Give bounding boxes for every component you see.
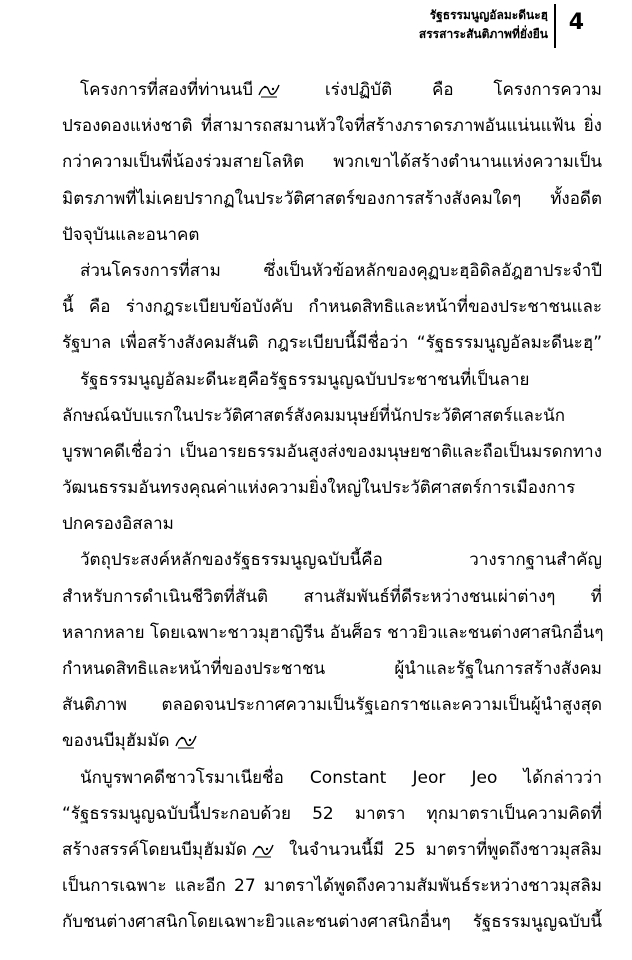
- text-line: [62, 687, 602, 723]
- text-line: [62, 868, 602, 904]
- text-line: [62, 217, 602, 253]
- text-line: [62, 398, 602, 434]
- salawat-calligraphy-icon: [257, 76, 281, 112]
- line-text: ลักษณ์ฉบับแรกในประวัติศาสตร์สังคมมนุษย์ที่นักประวัติศาสตร์และนัก: [62, 405, 565, 426]
- body-text: [62, 72, 602, 941]
- line-text: โครงการที่สองที่ท่านนบี: [80, 80, 253, 100]
- line-text: หลากหลาย โดยเฉพาะชาวมุฮาญิรีน อันศ็อร ชาวยิวและชนต่างศาสนิกอื่นๆ: [62, 622, 604, 643]
- line-text: รัฐบาล เพื่อสร้างสังคมสันติ กฎระเบียบนี้มีชื่อว่า “รัฐธรรมนูญอัลมะดีนะฮฺ”: [62, 333, 602, 354]
- line-text: สำหรับการดำเนินชีวิตที่สันติ สานสัมพันธ์ที่ดีระหว่างชนเผ่าต่างๆ ที่: [62, 586, 602, 607]
- line-text: รัฐธรรมนูญอัลมะดีนะฮฺคือรัฐธรรมนูญฉบับประชาชนที่เป็นลาย: [80, 369, 530, 390]
- text-line: [62, 434, 602, 470]
- text-line: [62, 506, 602, 542]
- line-text: วัตถุประสงค์หลักของรัฐธรรมนูญฉบับนี้คือ วางรากฐานสำคัญ: [80, 550, 602, 571]
- line-text: “รัฐธรรมนูญฉบับนี้ประกอบด้วย 52 มาตรา ทุกมาตราเป็นความคิดที่: [62, 803, 602, 824]
- header-divider: [554, 4, 556, 48]
- text-line: [62, 362, 602, 398]
- line-text: มิตรภาพที่ไม่เคยปรากฏในประวัติศาสตร์ของการสร้างสังคมใดๆ ทั้งอดีต: [62, 188, 602, 209]
- text-line: [62, 108, 602, 144]
- salawat-calligraphy-icon: [174, 727, 198, 763]
- line-text: กับชนต่างศาสนิกโดยเฉพาะยิวและชนต่างศาสนิกอื่นๆ รัฐธรรมนูญฉบับนี้: [62, 912, 602, 933]
- text-line: [62, 651, 602, 687]
- line-text: สันติภาพ ตลอดจนประกาศความเป็นรัฐเอกราชและความเป็นผู้นำสูงสุด: [62, 695, 602, 716]
- line-text: สร้างสรรค์โดยนบีมุฮัมมัด: [62, 839, 247, 860]
- book-title-line1: รัฐธรรมนูญอัลมะดีนะฮฺ: [429, 8, 548, 22]
- text-line: [62, 325, 602, 361]
- text-line: [62, 832, 602, 868]
- line-text: ของนบีมุฮัมมัด: [62, 731, 170, 752]
- text-line: [62, 796, 602, 832]
- line-text: ปรองดองแห่งชาติ ที่สามารถสมานหัวใจที่สร้างภราดรภาพอันแน่นแฟ้น ยิ่ง: [62, 116, 602, 137]
- text-line: [62, 289, 602, 325]
- line-text: บูรพาคดีเชื่อว่า เป็นอารยธรรมอันสูงส่งของมนุษยชาติและถือเป็นมรดกทาง: [62, 441, 602, 462]
- line-text-continued: เร่งปฏิบัติ คือ โครงการความ: [285, 80, 602, 100]
- text-line: [62, 253, 602, 289]
- line-text: กว่าความเป็นพี่น้องร่วมสายโลหิต พวกเขาได้สร้างตำนานแห่งความเป็น: [62, 152, 602, 173]
- text-line: [62, 904, 602, 940]
- text-line: [62, 542, 602, 578]
- line-text: เป็นการเฉพาะ และอีก 27 มาตราได้พูดถึงความสัมพันธ์ระหว่างชาวมุสลิม: [62, 876, 602, 897]
- line-text: วัฒนธรรมอันทรงคุณค่าแห่งความยิ่งใหญ่ในประวัติศาสตร์การเมืองการ: [62, 478, 576, 499]
- line-text-continued: ในจำนวนนี้มี 25 มาตราที่พูดถึงชาวมุสลิม: [278, 839, 602, 860]
- line-text: นี้ คือ ร่างกฎระเบียบข้อบังคับ กำหนดสิทธิและหน้าที่ของประชาชนและ: [62, 297, 602, 318]
- book-title: [419, 6, 548, 44]
- line-text: กำหนดสิทธิและหน้าที่ของประชาชน ผู้นำและรัฐในการสร้างสังคม: [62, 659, 602, 679]
- line-text: ส่วนโครงการที่สาม ซึ่งเป็นหัวข้อหลักของคุฏบะฮฺอิดิลอัฎฮาประจำปี: [80, 260, 602, 281]
- text-line: [62, 470, 602, 506]
- page-number: 4: [568, 10, 584, 35]
- text-line: [62, 579, 602, 615]
- text-line: [62, 144, 602, 180]
- text-line: [62, 760, 602, 796]
- text-line: [62, 723, 602, 759]
- line-text: นักบูรพาคดีชาวโรมาเนียชื่อ Constant Jeor Jeo ได้กล่าวว่า: [80, 767, 602, 788]
- line-text: ปกครองอิสลาม: [62, 514, 174, 535]
- book-title-line2: สรรสาระสันติภาพที่ยั่งยืน: [418, 27, 548, 41]
- line-text: ปัจจุบันและอนาคต: [62, 224, 200, 245]
- text-line: [62, 72, 602, 108]
- text-line: [62, 615, 602, 651]
- salawat-calligraphy-icon: [251, 836, 275, 872]
- text-line: [62, 181, 602, 217]
